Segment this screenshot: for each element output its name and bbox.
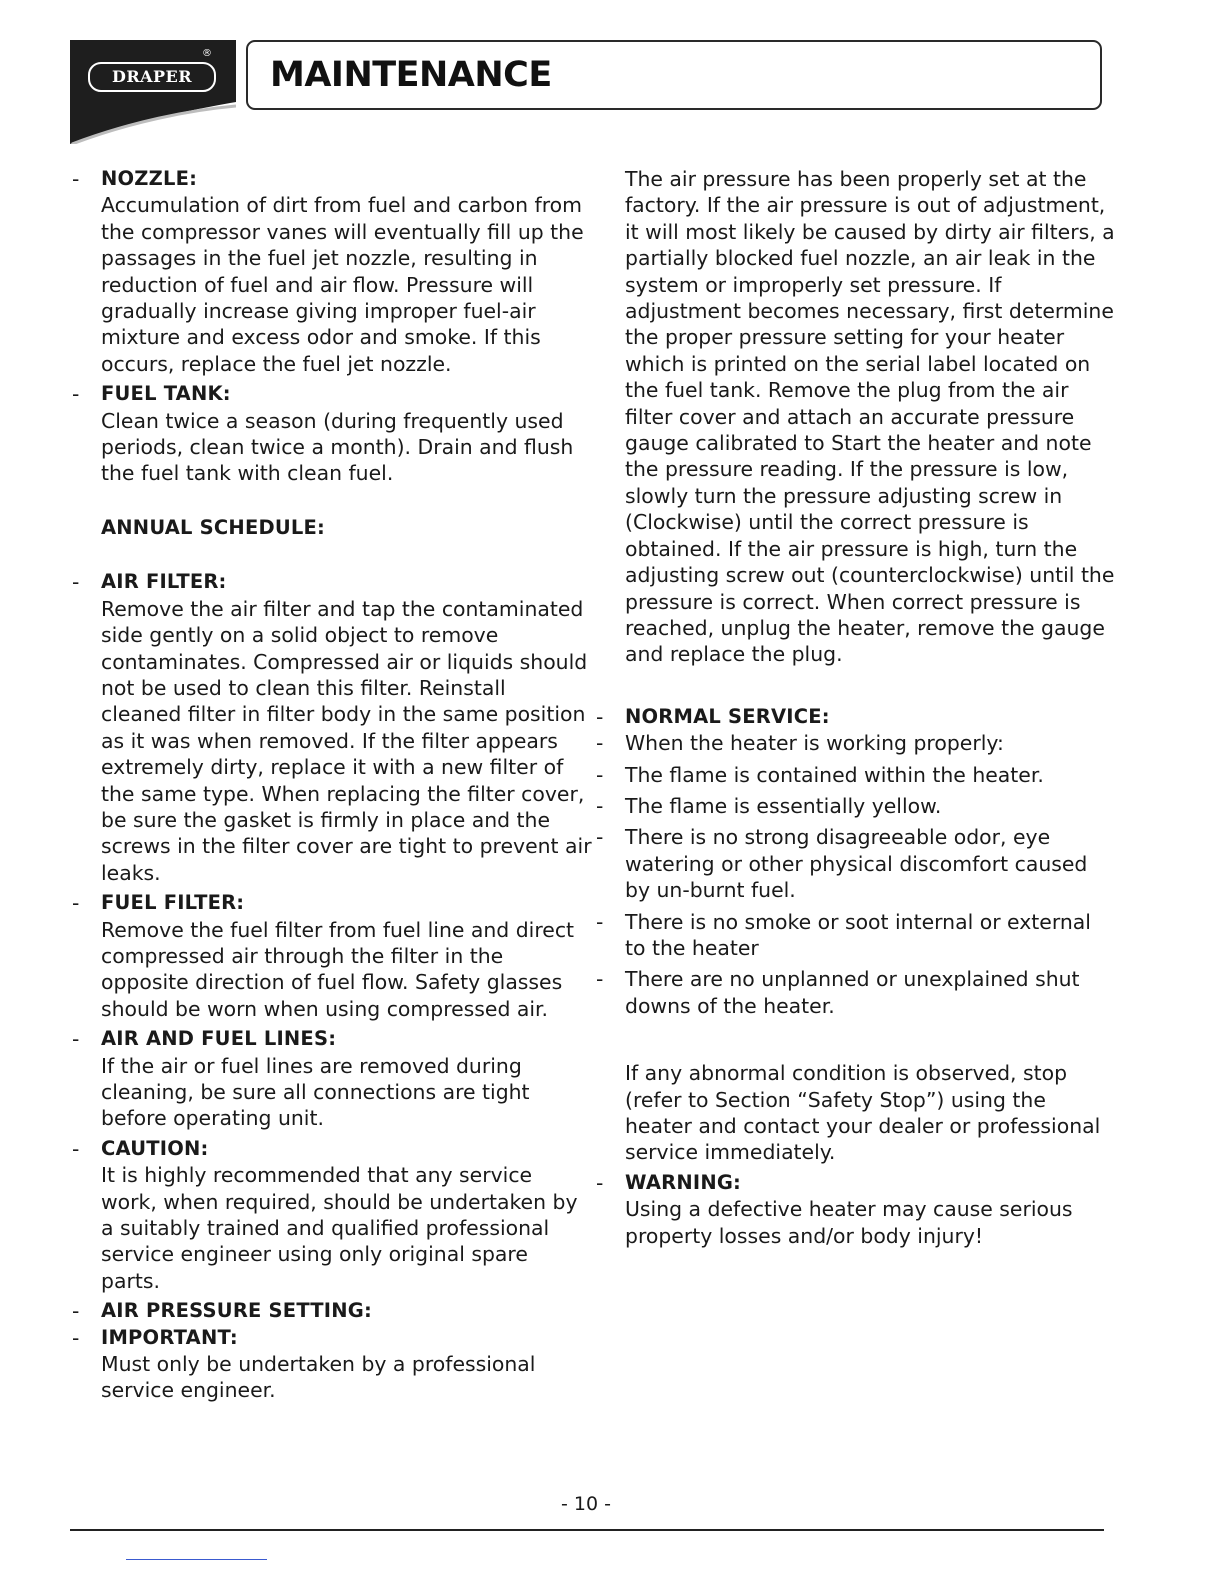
list-item-text: The flame is contained within the heater. bbox=[625, 762, 1044, 787]
list-item: - The flame is essentially yellow. bbox=[596, 793, 942, 818]
section-normal-service: - NORMAL SERVICE: bbox=[596, 704, 1116, 730]
brand-logo: DRAPER bbox=[88, 62, 216, 92]
section-body: Remove the air filter and tap the contaminated side gently on a solid object to remove contaminates. Compressed air or liquids should not be used to clean this filter. Reinstall cleaned filter in filter body in the same position as it was when removed. If the filter appears extremely dirty, replace it with a new filter of the same type. When replacing the filter cover, be sure the gasket is firmly in place and the screws in the filter cover are tight to prevent air leaks. bbox=[101, 596, 592, 885]
list-item: - There are no unplanned or unexplained shut downs of the heater. bbox=[596, 967, 1080, 1018]
section-important: - IMPORTANT: Must only be undertaken by a professional service engineer. bbox=[72, 1325, 592, 1404]
left-column bbox=[72, 166, 592, 1404]
section-body: If the air or fuel lines are removed during cleaning, be sure all connections are tight before operating unit. bbox=[101, 1053, 530, 1131]
list-item: - The flame is contained within the heater. bbox=[596, 762, 1044, 787]
annual-schedule-heading: ANNUAL SCHEDULE: bbox=[101, 515, 326, 539]
section-fuel-tank: - FUEL TANK: Clean twice a season (during frequently used periods, clean twice a month). Drain and flush the fuel tank with clean fuel. bbox=[72, 381, 592, 487]
section-body: Must only be undertaken by a professional service engineer. bbox=[101, 1352, 536, 1403]
list-item-text: There is no smoke or soot internal or external to the heater bbox=[625, 909, 1091, 960]
section-warning: - WARNING: Using a defective heater may cause serious property losses and/or body injury! bbox=[596, 1170, 1116, 1249]
section-caution: - CAUTION: It is highly recommended that any service work, when required, should be undertaken by a suitably trained and qualified professional service engineer using only original spare parts. bbox=[72, 1136, 592, 1294]
section-heading: FUEL FILTER: bbox=[101, 891, 245, 915]
section-heading: WARNING: bbox=[625, 1170, 742, 1194]
registered-mark: ® bbox=[202, 48, 212, 59]
section-body: Using a defective heater may cause serious property losses and/or body injury! bbox=[625, 1197, 1073, 1248]
section-body: Accumulation of dirt from fuel and carbon from the compressor vanes will eventually fill up the passages in the fuel jet nozzle, resulting in reduction of fuel and air flow. Pressure will gradually increase giving improper fuel-air mixture and excess odor and smoke. If this occurs, replace the fuel jet nozzle. bbox=[101, 193, 584, 376]
footer-divider bbox=[70, 1529, 1104, 1531]
section-body: Clean twice a season (during frequently used periods, clean twice a month). Drain and flush the fuel tank with clean fuel. bbox=[101, 408, 574, 486]
brand-logo-block bbox=[70, 40, 236, 144]
list-item-text: There is no strong disagreeable odor, eye watering or other physical discomfort caused by un-burnt fuel. bbox=[625, 825, 1088, 903]
list-item: - There is no smoke or soot internal or external to the heater bbox=[596, 909, 1091, 960]
page-number: - 10 - bbox=[561, 1493, 611, 1515]
section-fuel-filter: - FUEL FILTER: Remove the fuel filter from fuel line and direct compressed air through the filter in the opposite direction of fuel flow. Safety glasses should be worn when using compressed air. bbox=[72, 890, 592, 1022]
footer-blue-line bbox=[126, 1559, 267, 1560]
section-heading: AIR FILTER: bbox=[101, 570, 227, 594]
section-nozzle: - NOZZLE: Accumulation of dirt from fuel and carbon from the compressor vanes will eventually fill up the passages in the fuel jet nozzle, resulting in reduction of fuel and air flow. Pressure will gradually increase giving improper fuel-air mixture and excess odor and smoke. If this occurs, replace the fuel jet nozzle. bbox=[72, 166, 592, 377]
page-title: MAINTENANCE bbox=[270, 55, 552, 95]
list-item: - There is no strong disagreeable odor, eye watering or other physical discomfort caused by un-burnt fuel. bbox=[596, 825, 1088, 903]
section-heading: FUEL TANK: bbox=[101, 382, 231, 406]
abnormal-condition-block bbox=[596, 1060, 1116, 1166]
annual-schedule-block bbox=[72, 515, 592, 541]
abnormal-condition-paragraph: If any abnormal condition is observed, stop (refer to Section “Safety Stop”) using the heater and contact your dealer or professional service immediately. bbox=[625, 1061, 1101, 1165]
section-heading: AIR PRESSURE SETTING: bbox=[101, 1299, 372, 1323]
section-air-fuel-lines: - AIR AND FUEL LINES: If the air or fuel lines are removed during cleaning, be sure all connections are tight before operating unit. bbox=[72, 1026, 592, 1132]
list-item-text: There are no unplanned or unexplained shut downs of the heater. bbox=[625, 967, 1080, 1018]
section-air-filter: - AIR FILTER: Remove the air filter and tap the contaminated side gently on a solid object to remove contaminates. Compressed air or liquids should not be used to clean this filter. Reinstall cleaned filter in filter body in the same position as it was when removed. If the filter appears extremely dirty, replace it with a new filter of the same type. When replacing the filter cover, be sure the gasket is firmly in place and the screws in the filter cover are tight to prevent air leaks. bbox=[72, 570, 592, 885]
section-heading: AIR AND FUEL LINES: bbox=[101, 1027, 337, 1051]
section-body: It is highly recommended that any service work, when required, should be undertaken by a suitably trained and qualified professional service engineer using only original spare parts. bbox=[101, 1163, 578, 1293]
pressure-adjustment-block bbox=[596, 166, 1116, 668]
section-body: Remove the fuel filter from fuel line and direct compressed air through the filter in the opposite direction of fuel flow. Safety glasses should be worn when using compressed air. bbox=[101, 917, 575, 1021]
section-heading: IMPORTANT: bbox=[101, 1325, 238, 1349]
list-item-text: The flame is essentially yellow. bbox=[625, 793, 942, 818]
section-heading: CAUTION: bbox=[101, 1136, 209, 1160]
section-air-pressure-setting: - AIR PRESSURE SETTING: bbox=[72, 1298, 592, 1324]
list-item: - When the heater is working properly: bbox=[596, 731, 1004, 756]
title-box bbox=[246, 40, 1102, 110]
section-heading: NOZZLE: bbox=[101, 167, 198, 190]
right-column bbox=[596, 166, 1116, 1249]
list-item-text: When the heater is working properly: bbox=[625, 731, 1004, 756]
pressure-adjustment-paragraph: The air pressure has been properly set at the factory. If the air pressure is out of adjustment, it will most likely be caused by dirty air filters, a partially blocked fuel nozzle, an air leak in the system or improperly set pressure. If adjustment becomes necessary, first determine the proper pressure setting for your heater which is printed on the serial label located on the fuel tank. Remove the plug from the air filter cover and attach an accurate pressure gauge calibrated to Start the heater and note the pressure reading. If the pressure is low, slowly turn the pressure adjusting screw in (Clockwise) until the correct pressure is obtained. If the air pressure is high, turn the adjusting screw out (counterclockwise) until the pressure is correct. When correct pressure is reached, unplug the heater, remove the gauge and replace the plug. bbox=[625, 167, 1115, 667]
section-heading: NORMAL SERVICE: bbox=[625, 704, 830, 728]
